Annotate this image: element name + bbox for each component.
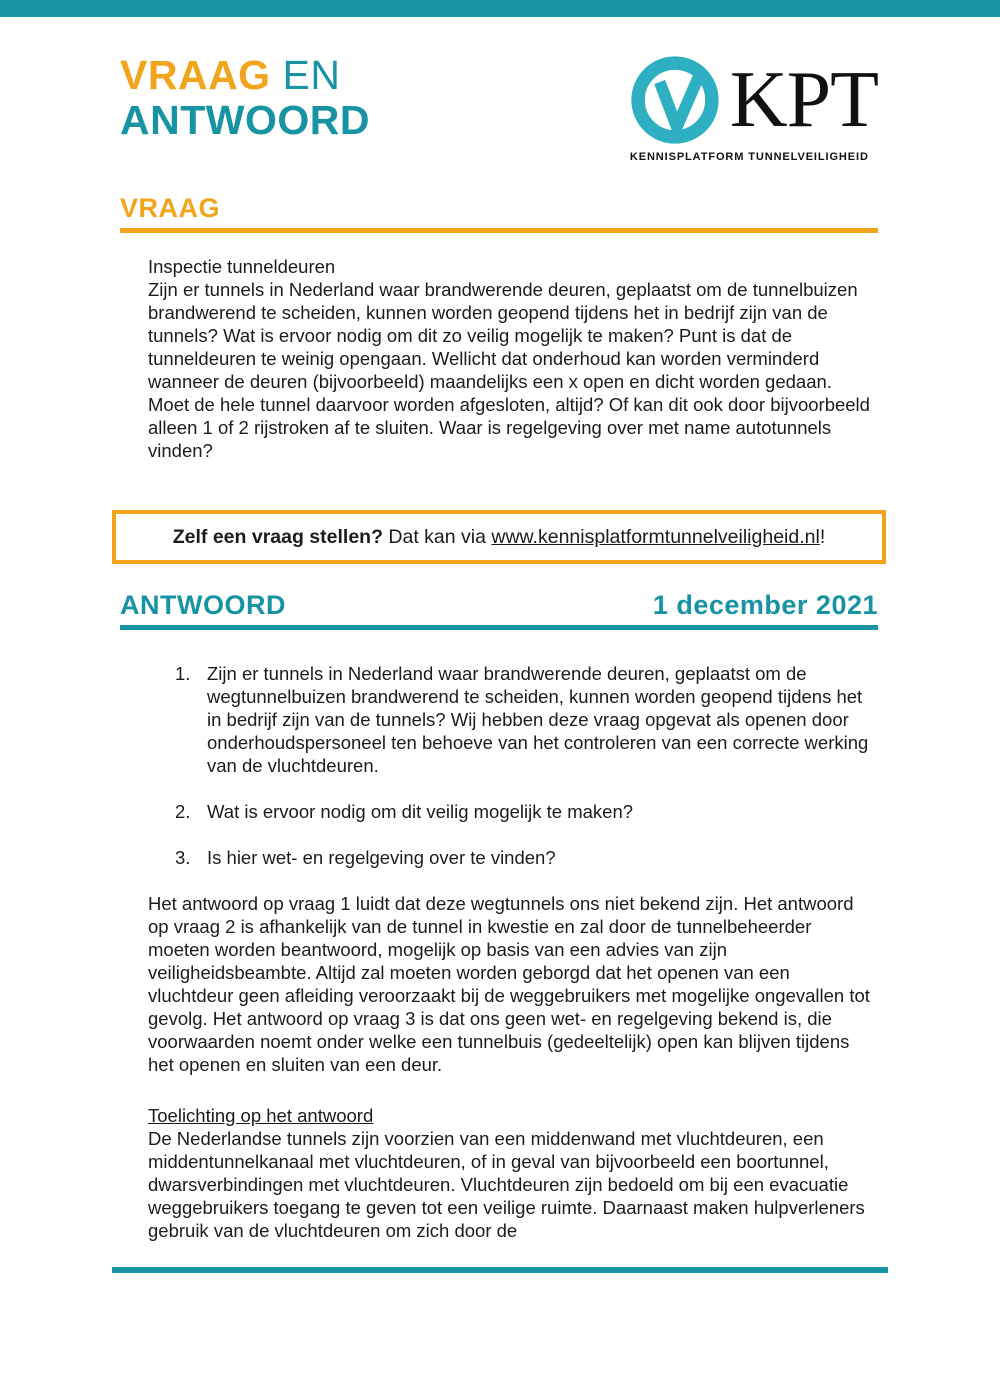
list-item bbox=[175, 662, 880, 777]
page-title bbox=[120, 53, 370, 143]
callout-text: Dat kan via bbox=[383, 526, 492, 548]
kpt-logo-top bbox=[630, 55, 878, 145]
list-item-number: 2. bbox=[175, 801, 191, 822]
top-accent-bar bbox=[0, 0, 1000, 17]
answer-question-list bbox=[175, 662, 880, 869]
vraag-heading-rule bbox=[120, 228, 878, 233]
callout-suffix: ! bbox=[819, 526, 826, 548]
title-word-en: EN bbox=[270, 52, 341, 98]
callout-bold-text: Zelf een vraag stellen? bbox=[172, 526, 383, 548]
toelichting-subheading: Toelichting op het antwoord bbox=[148, 1105, 374, 1126]
kpt-tunnel-check-icon bbox=[630, 55, 720, 145]
list-item-number: 1. bbox=[175, 663, 191, 684]
question-subject: Inspectie tunneldeuren bbox=[148, 256, 336, 277]
title-line-1 bbox=[120, 53, 370, 98]
title-word-antwoord: ANTWOORD bbox=[120, 97, 370, 143]
list-item-text: Zijn er tunnels in Nederland waar brandwerende deuren, geplaatst om de wegtunnelbuizen brandwerend te scheiden, kunnen worden geopend tijdens het in bedrijf zijn van de tunnels? Wij hebben deze vraag opgevat als openen door onderhoudspersoneel ten behoeve van het controleren van een correcte werking van de vluchtdeuren. bbox=[207, 663, 869, 776]
list-item bbox=[175, 800, 880, 823]
document-header bbox=[120, 53, 878, 163]
toelichting-paragraph: De Nederlandse tunnels zijn voorzien van een middenwand met vluchtdeuren, een middentunnelkanaal met vluchtdeuren, of in geval van bijvoorbeeld een boortunnel, dwarsverbindingen met vluchtdeuren. Vluchtdeuren zijn bedoeld om bij een evacuatie weggebruikers toegang te geven tot een veilige ruimte. Daarnaast maken hulpverleners gebruik van de vluchtdeuren om zich door de bbox=[148, 1128, 865, 1241]
answer-paragraph: Het antwoord op vraag 1 luidt dat deze wegtunnels ons niet bekend zijn. Het antwoord op vraag 2 is afhankelijk van de tunnel in kwestie en zal door de tunnelbeheerder moeten worden beantwoord, mogelijk op basis van een advies van zijn veiligheidsbeambte. Altijd zal moeten worden geborgd dat het openen van een vluchtdeur geen afleiding veroorzaakt bij de weggebruikers met mogelijke ongevallen tot gevolg. Het antwoord op vraag 3 is dat ons geen wet- en regelgeving bekend is, die voorwaarden noemt onder welke een tunnelbuis (gedeeltelijk) open kan blijven tijdens het openen en sluiten van een deur. bbox=[148, 893, 870, 1075]
logo-tagline: KENNISPLATFORM TUNNELVEILIGHEID bbox=[629, 151, 869, 163]
antwoord-date: 1 december 2021 bbox=[652, 590, 878, 620]
title-word-vraag: VRAAG bbox=[120, 52, 271, 98]
list-item bbox=[175, 846, 880, 869]
list-item-text: Wat is ervoor nodig om dit veilig mogelijk te maken? bbox=[207, 801, 634, 822]
callout-link[interactable]: www.kennisplatformtunnelveiligheid.nl bbox=[491, 526, 820, 548]
kpt-logo bbox=[630, 55, 878, 163]
ask-question-callout bbox=[112, 510, 886, 564]
question-block bbox=[148, 255, 878, 462]
antwoord-section-head bbox=[120, 590, 878, 621]
vraag-section-head bbox=[120, 193, 878, 224]
list-item-number: 3. bbox=[175, 847, 191, 868]
question-body: Zijn er tunnels in Nederland waar brandwerende deuren, geplaatst om de tunnelbuizen brandwerend te scheiden, kunnen worden geopend tijdens het in bedrijf zijn van de tunnels? Wat is ervoor nodig om dit zo veilig mogelijk te maken? Punt is dat de tunneldeuren te weinig opengaan. Wellicht dat onderhoud kan worden verminderd wanneer de deuren (bijvoorbeeld) maandelijks een x open en dicht worden gedaan. Moet de hele tunnel daarvoor worden afgesloten, altijd? Of kan dit ook door bijvoorbeeld alleen 1 of 2 rijstroken af te sluiten. Waar is regelgeving over met name autotunnels vinden? bbox=[148, 279, 870, 461]
footer-accent-bar bbox=[112, 1267, 888, 1273]
antwoord-heading: ANTWOORD bbox=[120, 590, 286, 620]
antwoord-heading-rule bbox=[120, 625, 878, 630]
list-item-text: Is hier wet- en regelgeving over te vinden? bbox=[207, 847, 556, 868]
vraag-heading: VRAAG bbox=[120, 193, 221, 223]
page-content bbox=[0, 53, 1000, 1242]
logo-acronym: KPT bbox=[729, 56, 878, 144]
